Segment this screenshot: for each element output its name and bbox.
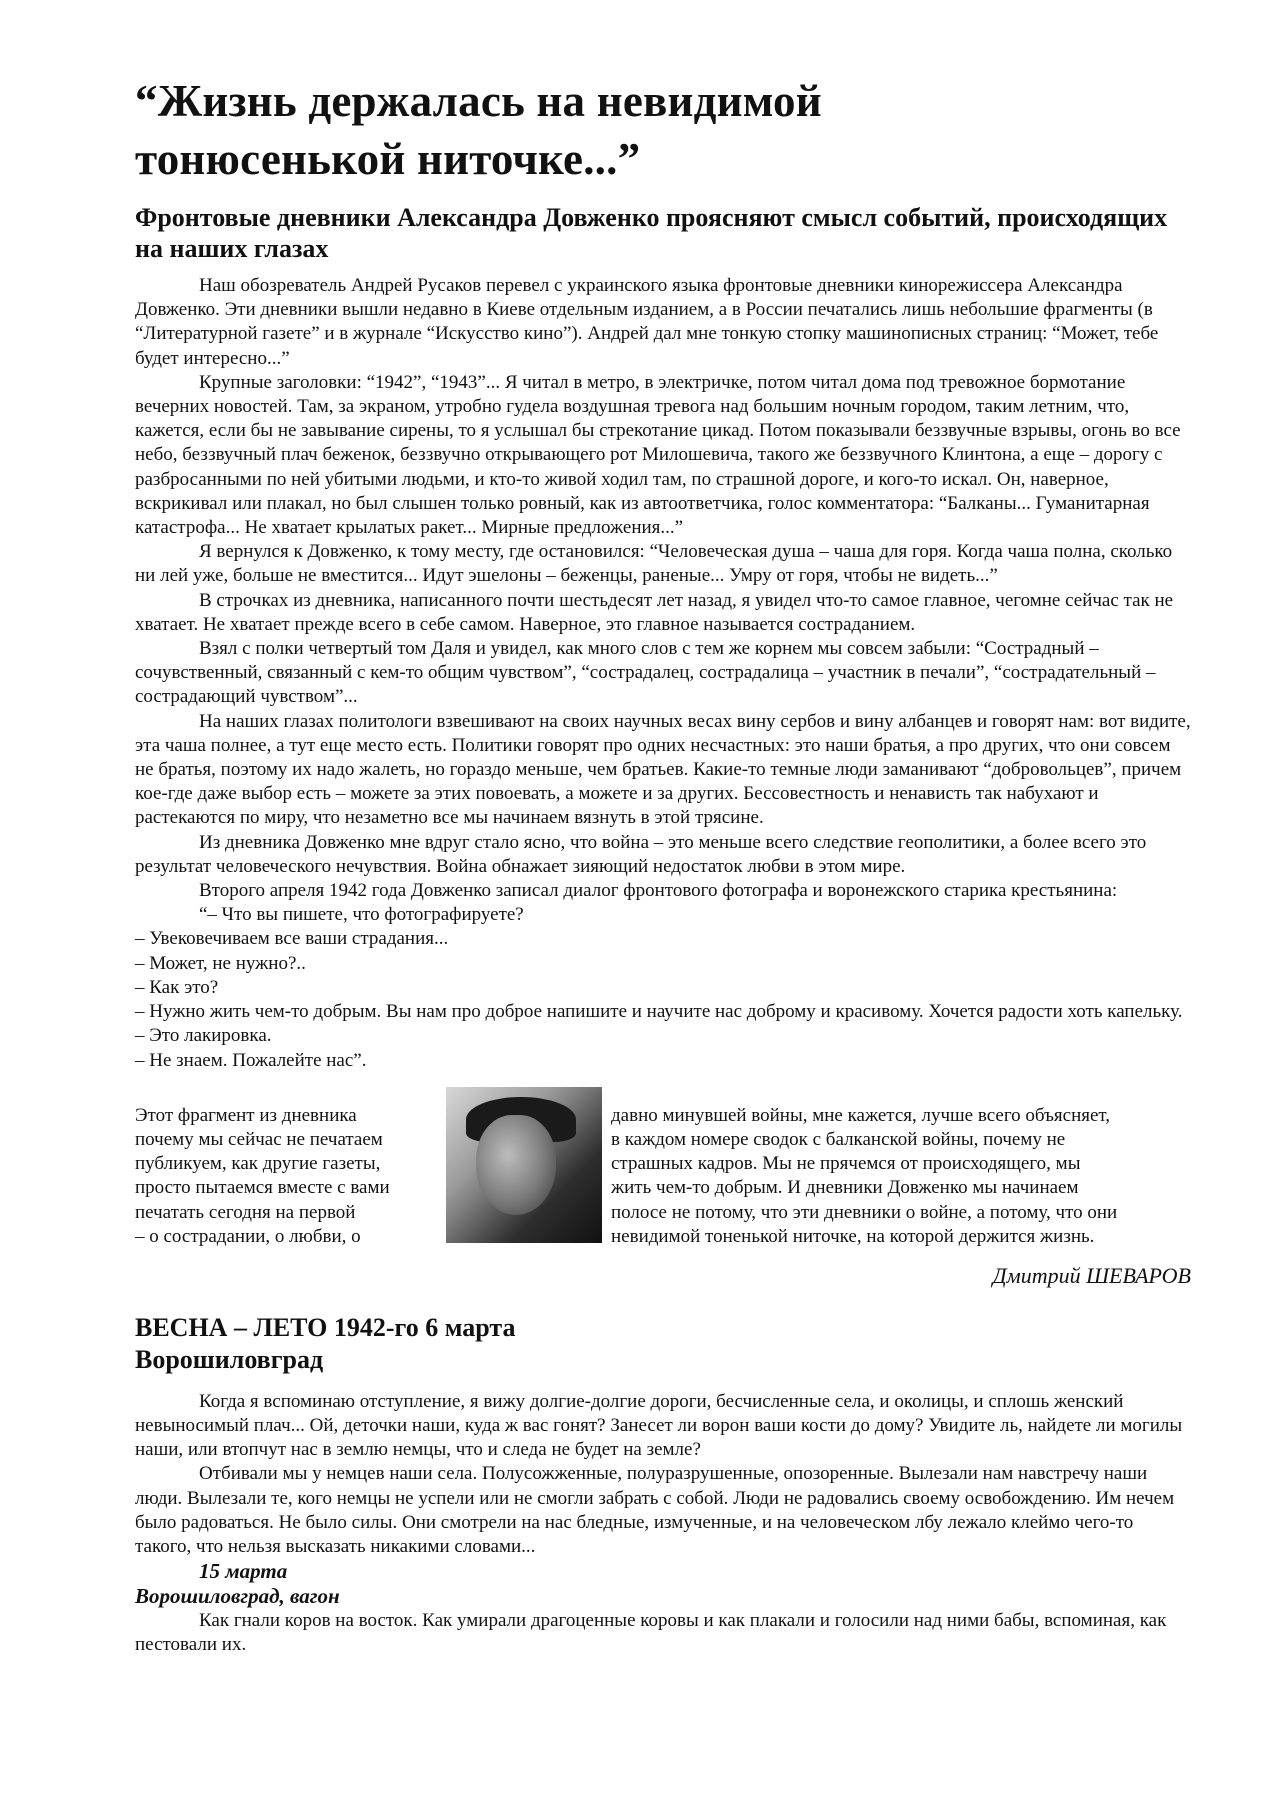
photo-block <box>135 1087 1191 1262</box>
paragraph: Как гнали коров на восток. Как умирали драгоценные коровы и как плакали и голосили над ними бабы, вспоминая, как пестовали их. <box>135 1610 1167 1656</box>
column-line: – о сострадании, о любви, о <box>135 1225 361 1247</box>
column-line: давно минувшей войны, мне кажется, лучше всего объясняет, <box>611 1104 1111 1126</box>
paragraph: Отбивали мы у немцев наши села. Полусожженные, полуразрушенные, опозоренные. Вылезали нам навстречу наши люди. Вылезали те, кого немцы не успели или не смогли забрать с собой. Люди не радовались своему освобождению. Им нечем было радоваться. Не было силы. Они смотрели на нас бледные, измученные, и на человеческом лбу лежало клеймо чего-то такого, что нельзя высказать никакими словами... <box>135 1463 1175 1557</box>
title-line-1: “Жизнь держалась на невидимой <box>135 76 822 126</box>
column-line: в каждом номере сводок с балканской войны, почему не <box>611 1128 1066 1150</box>
author-signature: Дмитрий ШЕВАРОВ <box>992 1262 1191 1288</box>
paragraph: Крупные заголовки: “1942”, “1943”... Я читал в метро, в электричке, потом читал дома под тревожное бормотание вечерних новостей. Там, за экраном, утробно гудела воздушная тревога над большим ночным городом, таким летним, что, кажется, если бы не завывание сирены, то я услышал бы стрекотание цикад. Потом показывали беззвучные взрывы, огонь во все небо, беззвучный плач беженок, беззвучно открывающего рот Милошевича, такого же беззвучного Клинтона, а еще – дорогу с разбросанными по ней убитыми людьми, и кто-то живой ходил там, по страшной дороге, и кого-то искал. Он, наверное, вскрикивал или плакал, но был слышен только ровный, как из автоответчика, голос комментатора: “Балканы... Гуманитарная катастрофа... Не хватает крылатых ракет... Мирные предложения...” <box>135 371 1181 539</box>
article <box>135 72 1191 1658</box>
column-line: невидимой тоненькой ниточке, на которой держится жизнь. <box>611 1225 1095 1247</box>
photo-face <box>476 1115 556 1215</box>
article-subtitle: Фронтовые дневники Александра Довженко проясняют смысл событий, происходящих на наших глазах <box>135 203 1168 263</box>
dialogue-line: – Как это? <box>135 976 219 998</box>
dialogue-line: – Не знаем. Пожалейте нас”. <box>135 1049 367 1071</box>
right-column <box>611 1104 1117 1249</box>
column-line: почему мы сейчас не печатаем <box>135 1128 383 1150</box>
intro-text <box>135 274 1191 903</box>
article-title <box>135 72 1191 188</box>
section-heading-line-1: ВЕСНА – ЛЕТО 1942-го 6 марта <box>135 1312 516 1342</box>
paragraph: Взял с полки четвертый том Даля и увидел, как много слов с тем же корнем мы совсем забыли: “Сострадный – сочувственный, связанный с кем-то общим чувством”, “сострадалец, сострадалица – участник в печали”, “сострадательный – сострадающий чувством”... <box>135 638 1156 708</box>
column-line: печатать сегодня на первой <box>135 1201 356 1223</box>
paragraph: Наш обозреватель Андрей Русаков перевел с украинского языка фронтовые дневники кинорежиссера Александра Довженко. Эти дневники вышли недавно в Киеве отдельным изданием, а в России печатались лишь небольшие фрагменты (в “Литературной газете” и в журнале “Искусство кино”). Андрей дал мне тонкую стопку машинописных страниц: “Может, тебе будет интересно...” <box>135 275 1159 369</box>
paragraph: Второго апреля 1942 года Довженко записал диалог фронтового фотографа и воронежского старика крестьянина: <box>199 880 1118 902</box>
dialogue-line: – Может, не нужно?.. <box>135 952 306 974</box>
section-heading-line-2: Ворошиловград <box>135 1344 324 1374</box>
section-heading <box>135 1312 1191 1376</box>
diary-place: Ворошиловград, вагон <box>135 1584 340 1609</box>
dialogue-line: “– Что вы пишете, что фотографируете? <box>199 904 524 926</box>
column-line: просто пытаемся вместе с вами <box>135 1177 390 1199</box>
diary-date: 15 марта <box>199 1559 288 1584</box>
dialogue-line: – Нужно жить чем-то добрым. Вы нам про доброе напишите и научите нас доброму и красивому. Хочется радости хоть капельку. <box>135 1001 1183 1023</box>
dialogue-line: – Это лакировка. <box>135 1025 272 1047</box>
dialogue-line: – Увековечиваем все ваши страдания... <box>135 928 449 950</box>
column-line: полосе не потому, что эти дневники о войне, а потому, что они <box>611 1201 1118 1223</box>
left-column <box>135 1104 390 1249</box>
column-line: жить чем-то добрым. И дневники Довженко мы начинаем <box>611 1177 1079 1199</box>
paragraph: На наших глазах политологи взвешивают на своих научных весах вину сербов и вину албанцев и говорят нам: вот видите, эта чаша полнее, а тут еще место есть. Политики говорят про одних несчастных: это наши братья, а про других, что они совсем не братья, поэтому их надо жалеть, но гораздо меньше, чем братьев. Какие-то темные люди заманивают “добровольцев”, причем кое-где даже выбор есть – можете за этих повоевать, а можете и за других. Бессовестность и ненависть так набухают и растекаются по миру, что незаметно все мы начинаем вязнуть в этой трясине. <box>135 710 1191 829</box>
portrait-photo <box>446 1087 602 1243</box>
paragraph: Я вернулся к Довженко, к тому месту, где остановился: “Человеческая душа – чаша для горя. Когда чаша полна, сколько ни лей уже, больше не вместится... Идут эшелоны – беженцы, раненые... Умру от горя, чтобы не видеть...” <box>135 541 1173 587</box>
column-line: страшных кадров. Мы не прячемся от происходящего, мы <box>611 1153 1081 1175</box>
dialogue <box>135 903 1191 1072</box>
paragraph: Когда я вспоминаю отступление, я вижу долгие-долгие дороги, бесчисленные села, и околицы, и сплошь женский невыносимый плач... Ой, деточки наши, куда ж вас гонят? Занесет ли ворон ваши кости до дому? Увидите ль, найдете ли могилы наши, или втопчут нас в землю немцы, что и следа не будет на земле? <box>135 1390 1183 1461</box>
paragraph: В строчках из дневника, написанного почти шестьдесят лет назад, я увидел что-то самое главное, чегомне сейчас так не хватает. Не хватает прежде всего в себе самом. Наверное, это главное называется состраданием. <box>135 589 1174 635</box>
paragraph: Из дневника Довженко мне вдруг стало ясно, что война – это меньше всего следствие геополитики, а более всего это результат человеческого нечувствия. Война обнажает зияющий недостаток любви в этом мире. <box>135 831 1147 877</box>
title-line-2: тонюсенькой ниточке...” <box>135 134 641 184</box>
column-line: публикуем, как другие газеты, <box>135 1153 381 1175</box>
column-line: Этот фрагмент из дневника <box>135 1104 357 1126</box>
